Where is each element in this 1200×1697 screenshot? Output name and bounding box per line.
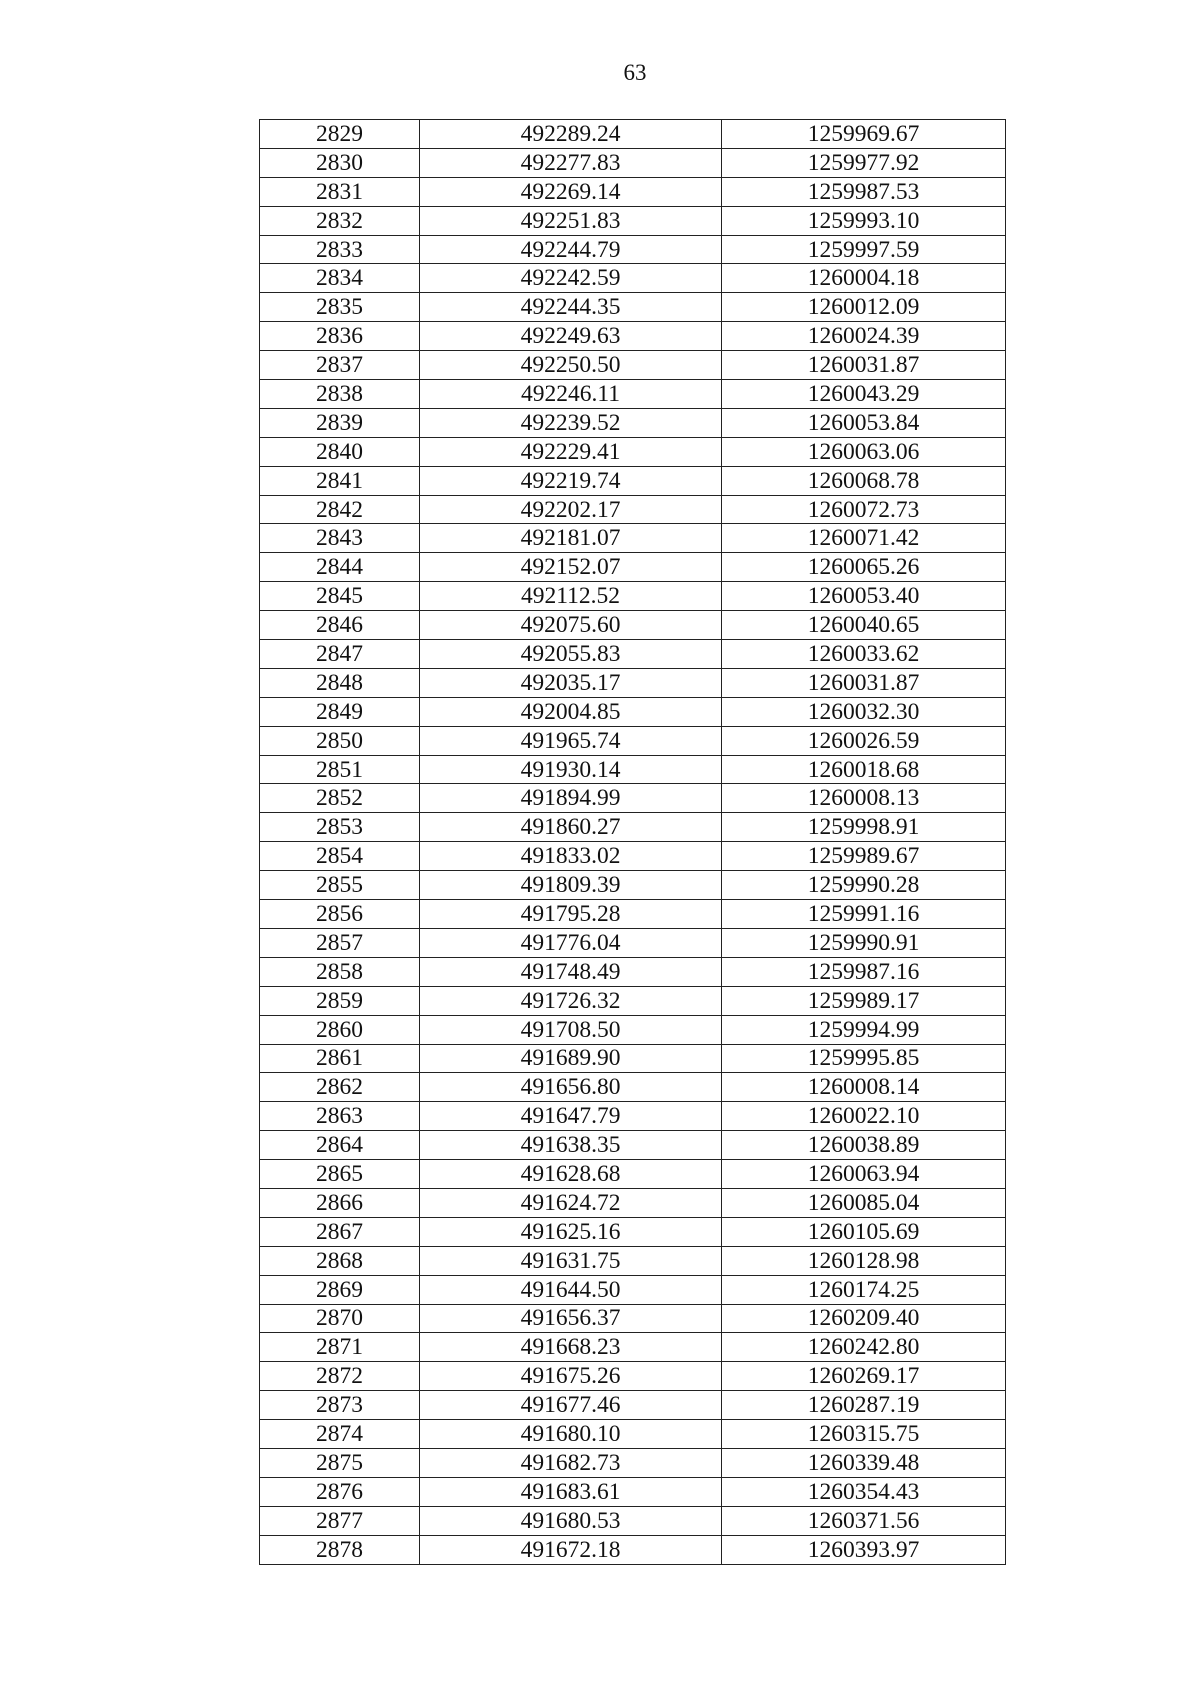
- coordinates-table: [259, 119, 1006, 1565]
- table-row: [260, 1362, 1006, 1391]
- table-row: [260, 813, 1006, 842]
- table-row: [260, 322, 1006, 351]
- table-row: [260, 986, 1006, 1015]
- point-number-cell: 2858: [260, 957, 420, 986]
- y-coordinate-cell: 1260393.97: [722, 1535, 1006, 1564]
- y-coordinate-cell: 1260053.84: [722, 408, 1006, 437]
- point-number-cell: 2845: [260, 582, 420, 611]
- point-number-cell: 2877: [260, 1506, 420, 1535]
- table-row: [260, 1073, 1006, 1102]
- y-coordinate-cell: 1260018.68: [722, 755, 1006, 784]
- table-row: [260, 264, 1006, 293]
- table-row: [260, 1131, 1006, 1160]
- table-row: [260, 293, 1006, 322]
- point-number-cell: 2864: [260, 1131, 420, 1160]
- x-coordinate-cell: 491638.35: [420, 1131, 722, 1160]
- y-coordinate-cell: 1260287.19: [722, 1391, 1006, 1420]
- y-coordinate-cell: 1260085.04: [722, 1188, 1006, 1217]
- point-number-cell: 2860: [260, 1015, 420, 1044]
- y-coordinate-cell: 1260072.73: [722, 495, 1006, 524]
- point-number-cell: 2843: [260, 524, 420, 553]
- table-row: [260, 206, 1006, 235]
- point-number-cell: 2870: [260, 1304, 420, 1333]
- table-row: [260, 1015, 1006, 1044]
- x-coordinate-cell: 491656.80: [420, 1073, 722, 1102]
- y-coordinate-cell: 1260024.39: [722, 322, 1006, 351]
- point-number-cell: 2842: [260, 495, 420, 524]
- point-number-cell: 2841: [260, 466, 420, 495]
- y-coordinate-cell: 1259998.91: [722, 813, 1006, 842]
- point-number-cell: 2836: [260, 322, 420, 351]
- y-coordinate-cell: 1259994.99: [722, 1015, 1006, 1044]
- x-coordinate-cell: 492244.35: [420, 293, 722, 322]
- y-coordinate-cell: 1259989.67: [722, 842, 1006, 871]
- point-number-cell: 2865: [260, 1160, 420, 1189]
- table-row: [260, 553, 1006, 582]
- x-coordinate-cell: 491675.26: [420, 1362, 722, 1391]
- table-row: [260, 380, 1006, 409]
- point-number-cell: 2869: [260, 1275, 420, 1304]
- point-number-cell: 2847: [260, 640, 420, 669]
- x-coordinate-cell: 492250.50: [420, 351, 722, 380]
- x-coordinate-cell: 491631.75: [420, 1246, 722, 1275]
- table-row: [260, 1477, 1006, 1506]
- table-row: [260, 1391, 1006, 1420]
- x-coordinate-cell: 491860.27: [420, 813, 722, 842]
- table-row: [260, 1420, 1006, 1449]
- table-row: [260, 900, 1006, 929]
- point-number-cell: 2844: [260, 553, 420, 582]
- x-coordinate-cell: 491628.68: [420, 1160, 722, 1189]
- y-coordinate-cell: 1259969.67: [722, 120, 1006, 149]
- point-number-cell: 2832: [260, 206, 420, 235]
- y-coordinate-cell: 1259993.10: [722, 206, 1006, 235]
- table-row: [260, 726, 1006, 755]
- y-coordinate-cell: 1260032.30: [722, 697, 1006, 726]
- point-number-cell: 2876: [260, 1477, 420, 1506]
- table-row: [260, 235, 1006, 264]
- y-coordinate-cell: 1260038.89: [722, 1131, 1006, 1160]
- table-row: [260, 697, 1006, 726]
- y-coordinate-cell: 1260031.87: [722, 351, 1006, 380]
- x-coordinate-cell: 491625.16: [420, 1217, 722, 1246]
- x-coordinate-cell: 491682.73: [420, 1448, 722, 1477]
- point-number-cell: 2837: [260, 351, 420, 380]
- y-coordinate-cell: 1259990.28: [722, 871, 1006, 900]
- point-number-cell: 2830: [260, 148, 420, 177]
- table-row: [260, 1506, 1006, 1535]
- point-number-cell: 2850: [260, 726, 420, 755]
- x-coordinate-cell: 492277.83: [420, 148, 722, 177]
- x-coordinate-cell: 492004.85: [420, 697, 722, 726]
- y-coordinate-cell: 1259987.16: [722, 957, 1006, 986]
- x-coordinate-cell: 492219.74: [420, 466, 722, 495]
- table-row: [260, 408, 1006, 437]
- table-row: [260, 784, 1006, 813]
- y-coordinate-cell: 1260242.80: [722, 1333, 1006, 1362]
- point-number-cell: 2867: [260, 1217, 420, 1246]
- x-coordinate-cell: 491833.02: [420, 842, 722, 871]
- y-coordinate-cell: 1260269.17: [722, 1362, 1006, 1391]
- point-number-cell: 2854: [260, 842, 420, 871]
- table-row: [260, 611, 1006, 640]
- y-coordinate-cell: 1260004.18: [722, 264, 1006, 293]
- y-coordinate-cell: 1260022.10: [722, 1102, 1006, 1131]
- table-row: [260, 755, 1006, 784]
- table-row: [260, 1188, 1006, 1217]
- point-number-cell: 2861: [260, 1044, 420, 1073]
- table-row: [260, 668, 1006, 697]
- point-number-cell: 2868: [260, 1246, 420, 1275]
- point-number-cell: 2866: [260, 1188, 420, 1217]
- table-row: [260, 177, 1006, 206]
- x-coordinate-cell: 491689.90: [420, 1044, 722, 1073]
- x-coordinate-cell: 491776.04: [420, 928, 722, 957]
- table-row: [260, 1333, 1006, 1362]
- x-coordinate-cell: 492229.41: [420, 437, 722, 466]
- x-coordinate-cell: 491656.37: [420, 1304, 722, 1333]
- table-row: [260, 1275, 1006, 1304]
- point-number-cell: 2853: [260, 813, 420, 842]
- table-row: [260, 437, 1006, 466]
- point-number-cell: 2871: [260, 1333, 420, 1362]
- x-coordinate-cell: 491683.61: [420, 1477, 722, 1506]
- table-row: [260, 1102, 1006, 1131]
- y-coordinate-cell: 1259977.92: [722, 148, 1006, 177]
- table-row: [260, 495, 1006, 524]
- point-number-cell: 2872: [260, 1362, 420, 1391]
- point-number-cell: 2834: [260, 264, 420, 293]
- table-row: [260, 1044, 1006, 1073]
- point-number-cell: 2856: [260, 900, 420, 929]
- y-coordinate-cell: 1259987.53: [722, 177, 1006, 206]
- y-coordinate-cell: 1260354.43: [722, 1477, 1006, 1506]
- x-coordinate-cell: 491726.32: [420, 986, 722, 1015]
- y-coordinate-cell: 1260339.48: [722, 1448, 1006, 1477]
- y-coordinate-cell: 1260105.69: [722, 1217, 1006, 1246]
- point-number-cell: 2835: [260, 293, 420, 322]
- y-coordinate-cell: 1260063.94: [722, 1160, 1006, 1189]
- point-number-cell: 2863: [260, 1102, 420, 1131]
- table-row: [260, 351, 1006, 380]
- table-row: [260, 640, 1006, 669]
- x-coordinate-cell: 492181.07: [420, 524, 722, 553]
- y-coordinate-cell: 1260315.75: [722, 1420, 1006, 1449]
- coordinates-table-body: [260, 120, 1006, 1565]
- point-number-cell: 2873: [260, 1391, 420, 1420]
- x-coordinate-cell: 491668.23: [420, 1333, 722, 1362]
- table-row: [260, 1448, 1006, 1477]
- x-coordinate-cell: 491809.39: [420, 871, 722, 900]
- x-coordinate-cell: 491647.79: [420, 1102, 722, 1131]
- table-row: [260, 928, 1006, 957]
- x-coordinate-cell: 492112.52: [420, 582, 722, 611]
- x-coordinate-cell: 492055.83: [420, 640, 722, 669]
- y-coordinate-cell: 1259995.85: [722, 1044, 1006, 1073]
- x-coordinate-cell: 492075.60: [420, 611, 722, 640]
- x-coordinate-cell: 491624.72: [420, 1188, 722, 1217]
- x-coordinate-cell: 491680.10: [420, 1420, 722, 1449]
- point-number-cell: 2855: [260, 871, 420, 900]
- point-number-cell: 2831: [260, 177, 420, 206]
- x-coordinate-cell: 492251.83: [420, 206, 722, 235]
- y-coordinate-cell: 1260065.26: [722, 553, 1006, 582]
- x-coordinate-cell: 492244.79: [420, 235, 722, 264]
- x-coordinate-cell: 492035.17: [420, 668, 722, 697]
- x-coordinate-cell: 491680.53: [420, 1506, 722, 1535]
- x-coordinate-cell: 492242.59: [420, 264, 722, 293]
- y-coordinate-cell: 1259990.91: [722, 928, 1006, 957]
- point-number-cell: 2859: [260, 986, 420, 1015]
- y-coordinate-cell: 1260371.56: [722, 1506, 1006, 1535]
- x-coordinate-cell: 491795.28: [420, 900, 722, 929]
- point-number-cell: 2829: [260, 120, 420, 149]
- x-coordinate-cell: 492249.63: [420, 322, 722, 351]
- y-coordinate-cell: 1260043.29: [722, 380, 1006, 409]
- point-number-cell: 2874: [260, 1420, 420, 1449]
- y-coordinate-cell: 1260174.25: [722, 1275, 1006, 1304]
- table-row: [260, 1304, 1006, 1333]
- y-coordinate-cell: 1259989.17: [722, 986, 1006, 1015]
- y-coordinate-cell: 1260026.59: [722, 726, 1006, 755]
- y-coordinate-cell: 1260128.98: [722, 1246, 1006, 1275]
- y-coordinate-cell: 1260071.42: [722, 524, 1006, 553]
- x-coordinate-cell: 491748.49: [420, 957, 722, 986]
- table-row: [260, 582, 1006, 611]
- point-number-cell: 2833: [260, 235, 420, 264]
- point-number-cell: 2838: [260, 380, 420, 409]
- x-coordinate-cell: 492239.52: [420, 408, 722, 437]
- point-number-cell: 2862: [260, 1073, 420, 1102]
- point-number-cell: 2851: [260, 755, 420, 784]
- x-coordinate-cell: 492152.07: [420, 553, 722, 582]
- y-coordinate-cell: 1260068.78: [722, 466, 1006, 495]
- y-coordinate-cell: 1260063.06: [722, 437, 1006, 466]
- point-number-cell: 2839: [260, 408, 420, 437]
- x-coordinate-cell: 491644.50: [420, 1275, 722, 1304]
- y-coordinate-cell: 1260033.62: [722, 640, 1006, 669]
- point-number-cell: 2852: [260, 784, 420, 813]
- table-row: [260, 957, 1006, 986]
- x-coordinate-cell: 491672.18: [420, 1535, 722, 1564]
- y-coordinate-cell: 1259997.59: [722, 235, 1006, 264]
- table-row: [260, 871, 1006, 900]
- x-coordinate-cell: 491894.99: [420, 784, 722, 813]
- x-coordinate-cell: 491677.46: [420, 1391, 722, 1420]
- y-coordinate-cell: 1260053.40: [722, 582, 1006, 611]
- point-number-cell: 2849: [260, 697, 420, 726]
- point-number-cell: 2846: [260, 611, 420, 640]
- page-number: 63: [623, 60, 647, 85]
- point-number-cell: 2857: [260, 928, 420, 957]
- table-row: [260, 120, 1006, 149]
- point-number-cell: 2875: [260, 1448, 420, 1477]
- point-number-cell: 2840: [260, 437, 420, 466]
- x-coordinate-cell: 492202.17: [420, 495, 722, 524]
- y-coordinate-cell: 1260040.65: [722, 611, 1006, 640]
- x-coordinate-cell: 492246.11: [420, 380, 722, 409]
- table-row: [260, 148, 1006, 177]
- point-number-cell: 2848: [260, 668, 420, 697]
- y-coordinate-cell: 1259991.16: [722, 900, 1006, 929]
- y-coordinate-cell: 1260008.13: [722, 784, 1006, 813]
- table-row: [260, 842, 1006, 871]
- y-coordinate-cell: 1260008.14: [722, 1073, 1006, 1102]
- table-row: [260, 1217, 1006, 1246]
- x-coordinate-cell: 491930.14: [420, 755, 722, 784]
- y-coordinate-cell: 1260209.40: [722, 1304, 1006, 1333]
- y-coordinate-cell: 1260031.87: [722, 668, 1006, 697]
- table-row: [260, 1246, 1006, 1275]
- table-row: [260, 524, 1006, 553]
- table-row: [260, 1535, 1006, 1564]
- x-coordinate-cell: 491708.50: [420, 1015, 722, 1044]
- y-coordinate-cell: 1260012.09: [722, 293, 1006, 322]
- x-coordinate-cell: 492289.24: [420, 120, 722, 149]
- x-coordinate-cell: 492269.14: [420, 177, 722, 206]
- point-number-cell: 2878: [260, 1535, 420, 1564]
- table-row: [260, 466, 1006, 495]
- table-row: [260, 1160, 1006, 1189]
- x-coordinate-cell: 491965.74: [420, 726, 722, 755]
